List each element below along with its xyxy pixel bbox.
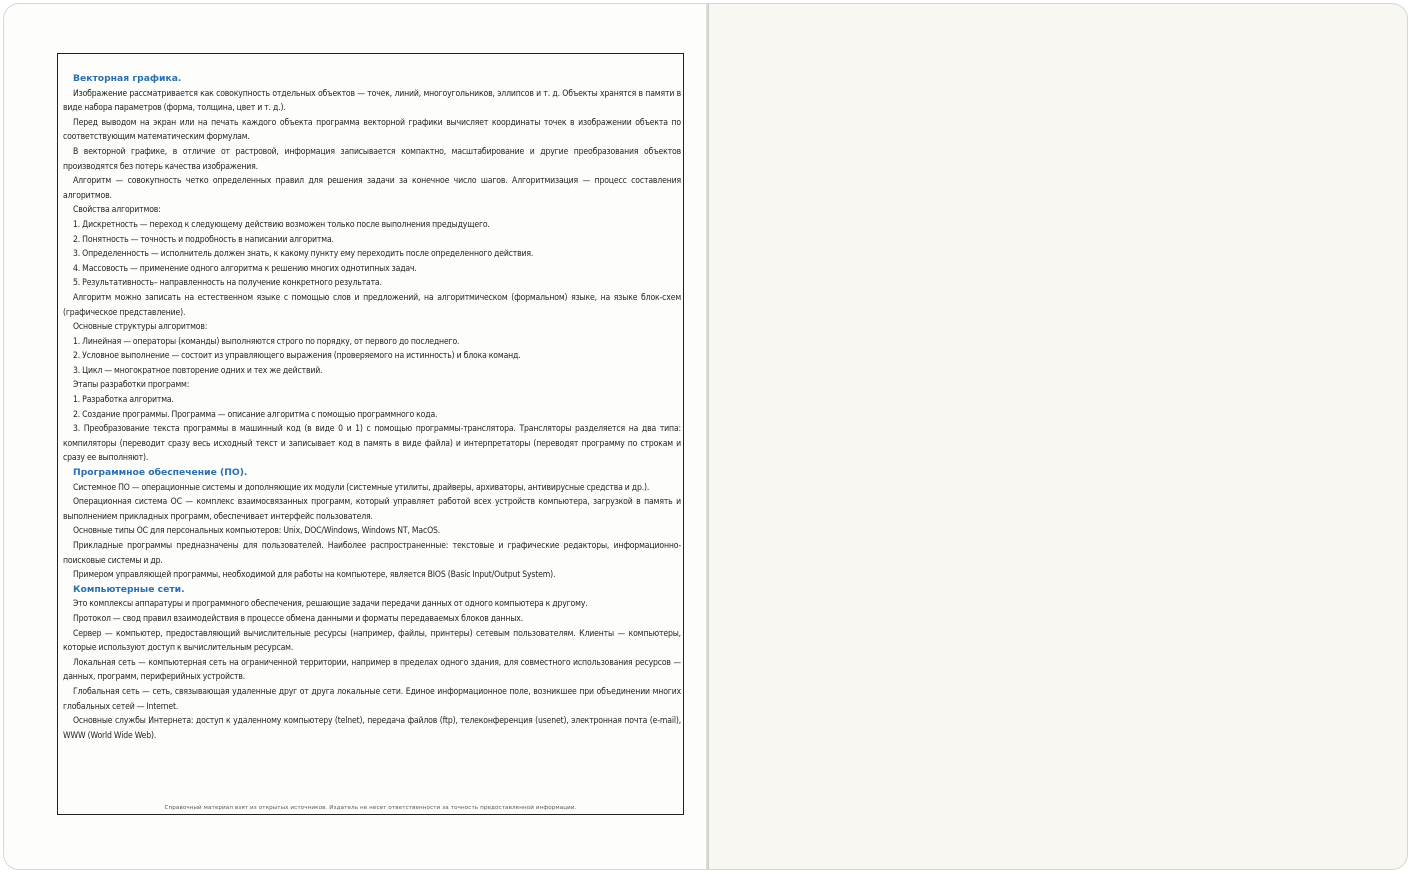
paragraph: Сервер — компьютер, предоставляющий вычислительные ресурсы (например, файлы, принтеры) сетевым пользователям. Клиенты — компьютеры, которые используют доступ к вычислительным ресурсам.: [63, 628, 681, 654]
paragraph: Прикладные программы предназначены для пользователей. Наиболее распространенные: текстовые и графические редакторы, информационно-поисковые системы и др.: [63, 541, 681, 566]
paragraph: Основные типы ОС для персональных компьютеров: Unix, DOC/Windows, Windows NT, MacOS.: [73, 526, 441, 537]
list-item: 3. Определенность — исполнитель должен знать, к какому пункту ему переходить после определенного действия.: [73, 249, 534, 260]
paragraph: Локальная сеть — компьютерная сеть на ограниченной территории, например в пределах одного здания, для совместного использования ресурсов — данных, программ, периферийных устройств.: [63, 657, 681, 683]
paragraph: В векторной графике, в отличие от растровой, информация записывается компактно, масштабирование и другие преобразования объектов производятся без потерь качества изображения.: [63, 146, 681, 172]
list-item: 2. Понятность — точность и подробность в написании алгоритма.: [73, 234, 334, 245]
left-page: [3, 3, 709, 870]
paragraph: Изображение рассматривается как совокупность отдельных объектов — точек, линий, многоугольников, эллипсов и т. д. Объекты хранятся в памяти в виде набора параметров (форма, толщина, цвет и т. д.).: [63, 88, 681, 114]
paragraph: Основные службы Интернета: доступ к удаленному компьютеру (telnet), передача файлов (ftp), телеконференция (usenet), электронная почта (e-mail), WWW (World Wide Web).: [63, 716, 681, 741]
list-item: 5. Результативность– направленность на получение конкретного результата.: [73, 278, 382, 289]
section-heading: Компьютерные сети.: [73, 583, 185, 595]
disclaimer-note: Справочный материал взят из открытых источников. Издатель не несет ответственности за точность предоставленной информации.: [164, 805, 577, 811]
paragraph: Это комплексы аппаратуры и программного обеспечения, решающие задачи передачи данных от одного компьютера к другому.: [73, 599, 588, 610]
right-page-blank: [709, 3, 1408, 870]
list-item: 2. Условное выполнение — состоит из управляющего выражения (проверяемого на истинность) и блока команд.: [73, 351, 521, 362]
list-item: 3. Преобразование текста программы в машинный код (в виде 0 и 1) с помощью программы-транслятора. Трансляторы разделяется на два типа: компиляторы (переводит сразу весь исходный текст и записывает код в память в виде файла) и интерпретаторы (переводят программу по строкам и сразу ее выполняют).: [63, 424, 681, 464]
notebook-spread: [3, 3, 1408, 870]
list-item: 3. Цикл — многократное повторение одних и тех же действий.: [73, 365, 323, 376]
paragraph: Перед выводом на экран или на печать каждого объекта программа векторной графики вычисляет координаты точек в изображении объекта по соответствующим математическим формулам.: [63, 117, 681, 143]
list-item: 1. Дискретность — переход к следующему действию возможен только после выполнения предыдущего.: [73, 219, 490, 230]
list-item: 1. Разработка алгоритма.: [73, 395, 174, 406]
paragraph: Протокол — свод правил взаимодействия в процессе обмена данными и форматы передаваемых блоков данных.: [73, 613, 524, 624]
paragraph: Операционная система ОС — комплекс взаимосвязанных программ, который управляет работой всех устройств компьютера, загрузкой в память и выполнением прикладных программ, обеспечивает интерфейс пользователя.: [63, 497, 681, 522]
list-item: 2. Создание программы. Программа — описание алгоритма с помощью программного кода.: [73, 409, 438, 420]
paragraph: Основные структуры алгоритмов:: [73, 322, 208, 333]
list-item: 1. Линейная — операторы (команды) выполняются строго по порядку, от первого до последнего.: [73, 336, 460, 347]
list-item: 4. Массовость — применение одного алгоритма к решению многих однотипных задач.: [73, 263, 417, 274]
paragraph: Этапы разработки программ:: [73, 380, 190, 391]
paragraph: Алгоритм — совокупность четко определенных правил для решения задачи за конечное число шагов. Алгоритмизация — процесс составления алгоритмов.: [63, 176, 681, 201]
section-heading: Векторная графика.: [73, 73, 182, 84]
section-heading: Программное обеспечение (ПО).: [73, 467, 248, 479]
reference-box: [57, 53, 684, 815]
paragraph: Примером управляющей программы, необходимой для работы на компьютере, является BIOS (Basic Input/Output System).: [73, 570, 556, 581]
paragraph: Свойства алгоритмов:: [73, 205, 161, 216]
paragraph: Системное ПО — операционные системы и дополняющие их модули (системные утилиты, драйверы, архиваторы, антивирусные средства и др.).: [73, 482, 650, 493]
paragraph: Глобальная сеть — сеть, связывающая удаленные друг от друга локальные сети. Единое информационное поле, возникшее при объединении многих глобальных сетей — Internet.: [63, 686, 681, 712]
paragraph: Алгоритм можно записать на естественном языке с помощью слов и предложений, на алгоритмическом (формальном) языке, на языке блок-схем (графическое представление).: [63, 292, 681, 318]
